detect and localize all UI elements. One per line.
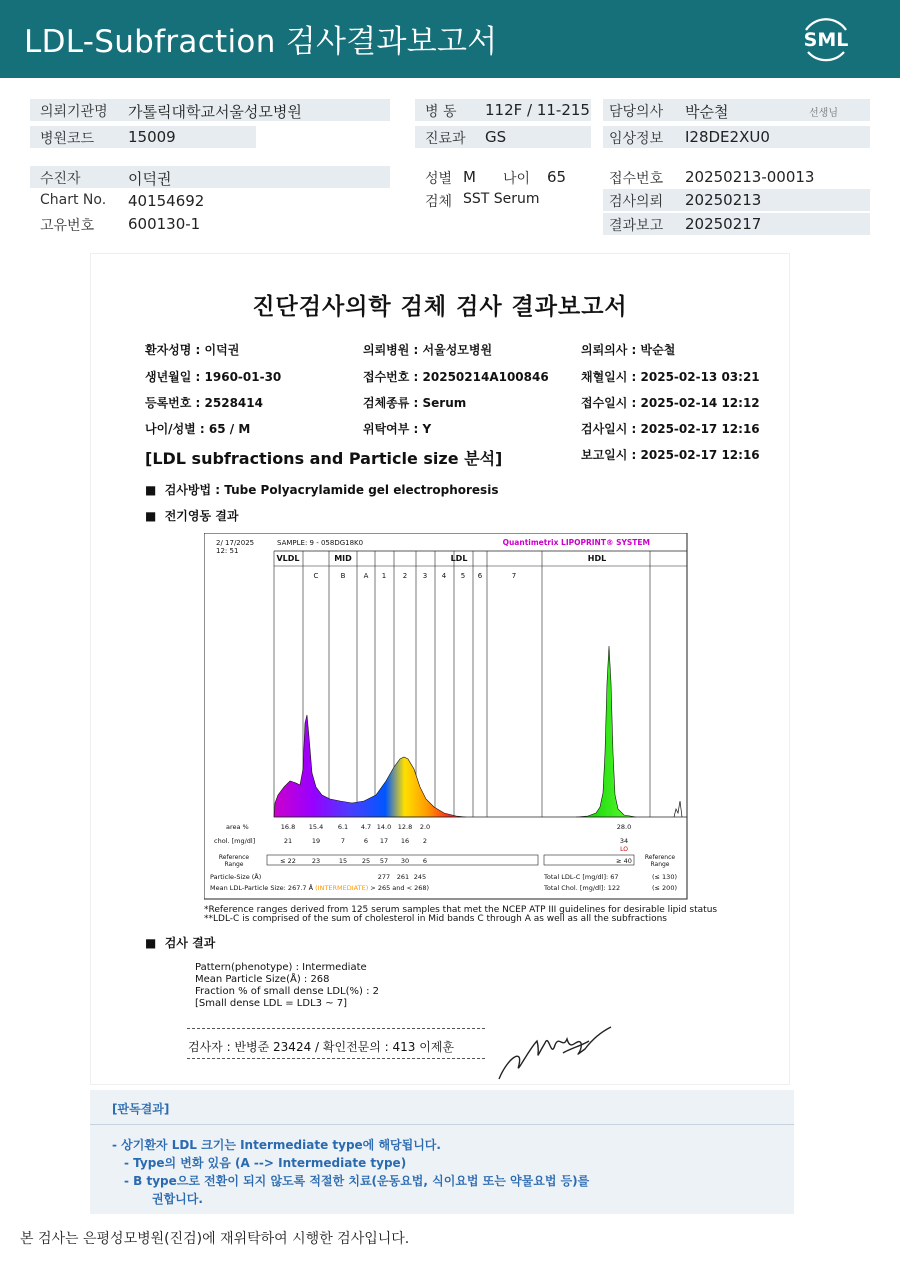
receipt-value: 20250213-00013 <box>685 168 815 186</box>
result-heading <box>145 934 215 951</box>
result-heading-text: 검사 결과 <box>164 936 216 950</box>
particle-size-label: Particle-Size (Å) <box>210 873 262 881</box>
band-label-C: C <box>313 572 319 580</box>
mean-size-line: Mean LDL-Particle Size: 267.7 Å (INTERMEDIATE) > 265 and < 268) <box>210 884 430 892</box>
logo-text: SML <box>803 29 849 51</box>
method-line <box>145 481 498 498</box>
ref-right-label-2: Range <box>650 861 670 868</box>
hospital-code-label: 병원코드 <box>40 131 95 147</box>
result-small-dense: [Small dense LDL = LDL3 ~ 7] <box>195 998 348 1009</box>
receipt-label: 접수번호 <box>609 171 664 187</box>
field-report-time: 보고일시 : 2025-02-17 12:16 <box>581 448 760 462</box>
info-row-dept <box>415 126 591 148</box>
checker-line: 검사자 : 반병준 23424 / 확인전문의 : 413 이제훈 <box>188 1040 455 1054</box>
sex-value: M <box>463 168 476 186</box>
band-label-A: A <box>363 572 369 580</box>
chol-value: 16 <box>400 837 410 845</box>
field-consign: 위탁여부 : Y <box>363 422 432 436</box>
method-text: 검사방법 : Tube Polyacrylamide gel electrophoresis <box>164 483 499 497</box>
chart-note-1: *Reference ranges derived from 125 serum samples that met the NCEP ATP III guidelines for desirable lipid status <box>204 905 718 915</box>
bullet-icon: ■ <box>145 483 165 497</box>
particle-size-value: 261 <box>396 873 410 881</box>
report-document <box>90 253 790 1085</box>
clinical-label: 임상정보 <box>609 131 664 147</box>
electro-heading <box>145 507 238 524</box>
age-label: 나이 <box>503 171 531 187</box>
ref-hdl-value: ≥ 40 <box>616 857 632 865</box>
request-value: 20250213 <box>685 191 762 209</box>
ward-label: 병 동 <box>425 104 457 120</box>
area-hdl-value: 28.0 <box>616 823 632 831</box>
specimen-value: SST Serum <box>463 191 540 207</box>
chart-brand: Quantimetrix LIPOPRINT® SYSTEM <box>502 538 650 547</box>
ref-value: ≤ 22 <box>280 857 296 865</box>
request-label: 검사의뢰 <box>609 194 664 210</box>
chol-hdl-value: 34 <box>619 837 629 845</box>
band-label-2: 2 <box>402 572 408 580</box>
area-value: 14.0 <box>376 823 392 831</box>
specimen-label: 검체 <box>425 194 453 210</box>
doctor-suffix: 선생님 <box>809 108 838 119</box>
chart-time: 12: 51 <box>216 547 239 555</box>
total-chol-label: Total Chol. [mg/dl]: 122 <box>544 884 621 892</box>
interpretation-line-3: - B type으로 전환이 되지 않도록 적절한 치료(운동요법, 식이요법 또는 약물요법 등)를 <box>124 1174 590 1188</box>
area-value: 16.8 <box>280 823 296 831</box>
dept-label: 진료과 <box>425 131 466 147</box>
info-row-ward <box>415 99 591 121</box>
field-draw-time: 채혈일시 : 2025-02-13 03:21 <box>581 370 760 384</box>
unique-value: 600130-1 <box>128 215 201 233</box>
field-receipt-time: 접수일시 : 2025-02-14 12:12 <box>581 396 760 410</box>
ref-value: 25 <box>361 857 371 865</box>
hospital-value: 가톨릭대학교서울성모병원 <box>128 103 302 121</box>
info-row-report <box>603 213 870 235</box>
info-row-request <box>603 189 870 211</box>
patient-value: 이덕권 <box>128 170 172 188</box>
area-value: 2.0 <box>419 823 431 831</box>
electrophoresis-chart <box>204 533 688 903</box>
chart-label: Chart No. <box>40 192 107 208</box>
report-date-label: 결과보고 <box>609 218 664 234</box>
particle-size-value: 277 <box>377 873 391 881</box>
sex-label: 성별 <box>425 171 453 187</box>
group-label-ldl: LDL <box>450 554 468 563</box>
band-label-7: 7 <box>511 572 517 580</box>
field-req-hospital: 의뢰병원 : 서울성모병원 <box>363 343 493 357</box>
interpretation-line-4: 권합니다. <box>152 1192 203 1206</box>
report-title: 진단검사의학 검체 검사 결과보고서 <box>252 294 628 320</box>
ref-value: 23 <box>311 857 321 865</box>
footer-note: 본 검사는 은평성모병원(진검)에 재위탁하여 시행한 검사입니다. <box>20 1231 410 1247</box>
info-row-chart <box>30 190 390 212</box>
info-row-sex-age <box>415 166 591 188</box>
hospital-label: 의뢰기관명 <box>40 104 108 120</box>
row-label-ref-2: Range <box>224 861 244 868</box>
field-age-sex: 나이/성별 : 65 / M <box>145 422 251 436</box>
chol-value: 19 <box>311 837 321 845</box>
page-title: LDL-Subfraction 검사결과보고서 <box>24 24 498 60</box>
chol-value: 6 <box>363 837 369 845</box>
chol-value: 17 <box>379 837 389 845</box>
field-receipt-no: 접수번호 : 20250214A100846 <box>363 370 549 384</box>
area-value: 4.7 <box>360 823 372 831</box>
interpretation-separator <box>90 1124 794 1125</box>
info-row-clinical <box>603 126 870 148</box>
chol-value: 2 <box>422 837 428 845</box>
field-req-doctor: 의뢰의사 : 박순철 <box>581 343 676 357</box>
result-mean-size: Mean Particle Size(Å) : 268 <box>195 974 330 985</box>
info-row-hospital-code <box>30 126 256 148</box>
particle-size-value: 245 <box>413 873 427 881</box>
area-value: 15.4 <box>308 823 324 831</box>
section-title: [LDL subfractions and Particle size 분석] <box>145 449 503 468</box>
total-ldl-label: Total LDL-C [mg/dl]: 67 <box>544 873 619 881</box>
field-birth: 생년월일 : 1960-01-30 <box>145 370 282 384</box>
field-specimen-type: 검체종류 : Serum <box>363 396 467 410</box>
interpretation-heading: [판독결과] <box>112 1102 170 1116</box>
info-row-receipt <box>603 166 870 188</box>
patient-label: 수진자 <box>40 171 81 187</box>
band-label-B: B <box>340 572 346 580</box>
band-label-4: 4 <box>441 572 447 580</box>
ref-value: 30 <box>400 857 410 865</box>
ref-right-label: Reference <box>644 854 676 861</box>
chol-hdl-flag: LO <box>620 846 628 853</box>
info-row-patient <box>30 166 390 188</box>
chart-date: 2/ 17/2025 <box>216 539 255 547</box>
signature <box>493 1019 623 1083</box>
chart-sample: SAMPLE: 9 - 058DG18K0 <box>277 539 364 547</box>
info-row-hospital <box>30 99 390 121</box>
result-pattern: Pattern(phenotype) : Intermediate <box>195 962 367 973</box>
group-label-mid: MID <box>334 554 352 563</box>
interpretation-line-1: - 상기환자 LDL 크기는 Intermediate type에 해당됩니다. <box>112 1138 441 1152</box>
result-fraction: Fraction % of small dense LDL(%) : 2 <box>195 986 380 997</box>
chart-note-2: **LDL-C is comprised of the sum of cholesterol in Mid bands C through A as well as all the subfractions <box>204 914 667 924</box>
chol-value: 21 <box>283 837 293 845</box>
ward-value: 112F / 11-215 <box>485 101 590 119</box>
age-value: 65 <box>547 168 567 186</box>
divider-bottom <box>187 1058 485 1059</box>
interpretation-panel <box>90 1090 794 1214</box>
band-label-6: 6 <box>477 572 483 580</box>
chol-value: 7 <box>340 837 346 845</box>
field-reg-no: 등록번호 : 2528414 <box>145 396 263 410</box>
chart-value: 40154692 <box>128 192 205 210</box>
row-label-ref: Reference <box>218 854 250 861</box>
info-row-unique <box>30 213 390 235</box>
electro-text: 전기영동 결과 <box>164 509 239 523</box>
field-test-time: 검사일시 : 2025-02-17 12:16 <box>581 422 760 436</box>
info-row-specimen <box>415 189 591 211</box>
field-name: 환자성명 : 이덕권 <box>145 343 240 357</box>
dept-value: GS <box>485 128 507 146</box>
divider-top <box>187 1028 485 1029</box>
hospital-code-value: 15009 <box>128 128 176 146</box>
doctor-label: 담당의사 <box>609 104 664 120</box>
header-bar <box>0 0 900 78</box>
bullet-icon: ■ <box>145 509 165 523</box>
sml-logo <box>796 12 856 66</box>
info-row-doctor <box>603 99 870 121</box>
ref-value: 15 <box>338 857 348 865</box>
group-label-hdl: HDL <box>587 554 607 563</box>
band-label-5: 5 <box>460 572 466 580</box>
group-label-vldl: VLDL <box>276 554 300 563</box>
total-chol-ref: (≤ 200) <box>652 884 677 892</box>
bullet-icon: ■ <box>145 936 165 950</box>
area-value: 12.8 <box>397 823 413 831</box>
interpretation-line-2: - Type의 변화 있음 (A --> Intermediate type) <box>124 1156 407 1170</box>
report-date-value: 20250217 <box>685 215 762 233</box>
total-ldl-ref: (≤ 130) <box>652 873 677 881</box>
clinical-value: I28DE2XU0 <box>685 128 770 146</box>
ref-value: 6 <box>422 857 428 865</box>
band-label-1: 1 <box>381 572 387 580</box>
row-label-chol: chol. [mg/dl] <box>214 837 256 845</box>
unique-label: 고유번호 <box>40 218 95 234</box>
ref-value: 57 <box>379 857 389 865</box>
band-label-3: 3 <box>422 572 428 580</box>
doctor-value: 박순철 <box>685 103 729 121</box>
row-label-area: area % <box>226 823 249 831</box>
area-value: 6.1 <box>337 823 349 831</box>
